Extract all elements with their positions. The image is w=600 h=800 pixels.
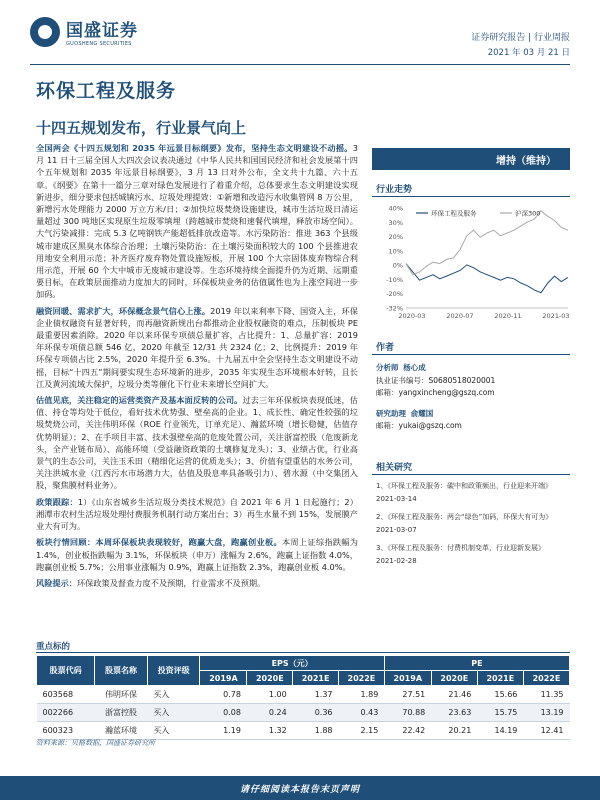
cell-name: 瀚蓝环境 <box>95 722 148 740</box>
logo-icon <box>30 17 60 47</box>
brand-logo <box>30 16 138 47</box>
x-tick-label: 2020-11 <box>494 312 522 320</box>
cell-name: 伟明环保 <box>95 686 148 704</box>
industry-title: 环保工程及服务 <box>36 80 177 102</box>
cell-eps: 1.89 <box>339 686 385 704</box>
footer-disclaimer: 请仔细阅读本报告末页声明 <box>239 785 360 795</box>
legend-label: 沪深300 <box>515 209 541 218</box>
y-tick-label: 10% <box>388 247 403 256</box>
key-stocks-divider <box>36 652 570 653</box>
y-tick-label: 0% <box>392 261 403 270</box>
cell-pe: 22.42 <box>384 722 431 740</box>
cell-pe: 70.88 <box>384 704 431 722</box>
cell-eps: 0.36 <box>293 704 339 722</box>
cell-eps: 1.19 <box>200 722 247 740</box>
related-item[interactable] <box>376 511 570 536</box>
header-year: 2019A <box>384 671 431 686</box>
cell-pe: 23.63 <box>431 704 477 722</box>
key-stocks-title: 重点标的 <box>36 642 71 652</box>
x-tick-label: 2020-03 <box>398 312 426 320</box>
y-tick-label: -10% <box>386 275 403 284</box>
cell-pe: 27.51 <box>384 686 431 704</box>
header-divider <box>30 64 570 65</box>
paragraph-financing <box>36 305 358 390</box>
y-tick-label: -20% <box>386 290 403 299</box>
paragraph-lead: 全国两会《十四五规划和 2035 年远景目标纲要》发布，坚持生态文明建设不动摇。 <box>36 143 353 153</box>
cell-code: 603568 <box>37 686 95 704</box>
cell-eps: 1.88 <box>293 722 339 740</box>
header-pe: PE <box>384 656 569 671</box>
researcher-name: 俞耀国 <box>410 408 434 418</box>
trend-title: 行业走势 <box>376 185 413 195</box>
brand-name-en: GUOSHENG SECURITIES <box>66 41 132 47</box>
page-header <box>0 0 600 70</box>
cell-pe: 21.46 <box>431 686 477 704</box>
y-tick-label: -32% <box>386 304 403 313</box>
cell-code: 002266 <box>37 704 95 722</box>
researcher-email[interactable]: 邮箱：yukai@gszq.com <box>376 421 462 430</box>
cell-pe: 13.19 <box>523 704 569 722</box>
cell-code: 600323 <box>37 722 95 740</box>
rating-badge: 增持（维持） <box>372 148 570 170</box>
related-item-title[interactable]: 3、《环保工程及服务：付费机制变革，行业迎新发展》 <box>376 544 545 552</box>
table-row <box>37 686 570 704</box>
document-type: 证券研究报告 | 行业周报 <box>471 33 570 43</box>
cell-rating: 买入 <box>147 704 200 722</box>
related-item[interactable] <box>376 542 570 567</box>
table-row <box>37 722 570 740</box>
cell-pe: 15.75 <box>477 704 523 722</box>
paragraph-body: 环保政策及督查力度不及预期，行业需求不及预期。 <box>76 577 266 588</box>
paragraph-plan <box>36 142 358 301</box>
legend-label: 环保工程及服务 <box>431 209 477 218</box>
paragraph-lead: 估值见底，关注稳定的运营类资产及基本面反转的公司。 <box>36 395 243 406</box>
cell-eps: 2.15 <box>339 722 385 740</box>
header-year: 2021E <box>477 671 523 686</box>
cell-eps: 0.78 <box>200 686 247 704</box>
header-name: 股票名称 <box>95 656 148 686</box>
related-item[interactable] <box>376 480 570 505</box>
analyst-name: 杨心成 <box>403 363 426 372</box>
paragraph-lead: 融资回暖、需求扩大，环保概念景气信心上涨。 <box>36 305 211 316</box>
analyst-email[interactable]: 邮箱：yangxincheng@gszq.com <box>376 388 495 397</box>
header-year: 2020E <box>431 671 477 686</box>
related-item-title[interactable]: 2、《环保工程及服务：两会“绿色”加码，环保大有可为》 <box>376 513 553 521</box>
related-research-list <box>376 480 570 573</box>
related-item-date: 2021-03-14 <box>376 494 417 503</box>
cell-eps: 1.00 <box>247 686 293 704</box>
y-tick-label: 20% <box>388 233 403 242</box>
trend-divider <box>372 196 570 197</box>
cell-pe: 14.19 <box>477 722 523 740</box>
y-tick-label: 30% <box>388 218 403 227</box>
analyst-role: 分析师 <box>376 363 399 372</box>
cell-pe: 15.66 <box>477 686 523 704</box>
cell-name: 浙富控股 <box>95 704 148 722</box>
cell-eps: 1.32 <box>247 722 293 740</box>
x-tick-label: 2021-03 <box>542 312 570 320</box>
cell-pe: 11.35 <box>523 686 569 704</box>
cell-eps: 0.08 <box>200 704 247 722</box>
report-headline: 十四五规划发布，行业景气向上 <box>36 119 247 137</box>
cell-eps: 1.37 <box>293 686 339 704</box>
cell-eps: 0.24 <box>247 704 293 722</box>
report-date: 2021 年 03 月 21 日 <box>487 48 570 58</box>
cell-eps: 0.43 <box>339 704 385 722</box>
paragraph-lead: 板块行情回顾：本周环保板块表现较好，跑赢大盘，跑赢创业板。 <box>36 537 282 548</box>
analyst-cert: 执业证书编号：S0680518020001 <box>376 375 496 385</box>
industry-trend-chart <box>372 200 572 322</box>
paragraph-body: 2019 年以来利率下降、国资入主，环保企业债权融资有显著好转，而再融资新规出台都推动企业股权融资的难点，压制板块 PE 最重要因素消除。2020 年以来环保专项债总量扩容，占比提升：1、总量扩容：2019 年环保专项债总额 546 亿，2020 年截至 12/31 共 2324 亿；2、比例提升：2019 年环保专项债占比 2.5%，2020 年提升至 6.3%。十九届五中全会坚持生态文明建设不动摇，目标“十四五”期间要实现生态环境新的进步，2035 年实现生态环境根本好转，且长江及黄河流域大保护，垃圾分类等催化下行业未来增长空间扩大。 <box>36 305 358 389</box>
related-section-title: 相关研究 <box>376 463 413 473</box>
related-divider <box>372 474 570 475</box>
x-tick-label: 2020-07 <box>446 312 474 320</box>
paragraph-body: 过去三年环保板块表现低迷，估值、持仓等均处于低位，看好技术优势强、壁垒高的企业。1、成长性、确定性较强的垃圾焚烧公司，关注伟明环保（ROE 行业领先，订单充足）、瀚蓝环境（增长稳健，估值存优势明显）；2、在手项目丰富、技术强壁垒高的危废处置公司，关注浙富控股（危废新龙头，全产业链布局）、高能环境（受益融资政策的土壤修复龙头）；3、业绩占优，行业高景气的生态公司，关注玉禾田（精细化运营的优质龙头）；3、价值有望重估的水务公司，关注洪城水业（江西污水市场潜力大，估值及股息率具备吸引力）、碧水源（中交集团入股，聚焦膜材料业务）。 <box>36 395 358 491</box>
cell-pe: 12.41 <box>523 722 569 740</box>
paragraph-valuation <box>36 394 358 492</box>
paragraph-body: 本周上证综指跌幅为 1.4%，创业板指跌幅为 3.1%，环保板块（申万）涨幅为 2.6%，跑赢上证指数 4.0%，跑赢创业板 5.7%；公用事业涨幅为 0.9%，跑赢上证指数 2.3%，跑赢创业板 4.0%。 <box>36 537 358 572</box>
cell-rating: 买入 <box>147 722 200 740</box>
series-line-industry <box>406 264 568 293</box>
header-eps: EPS（元） <box>200 656 384 671</box>
header-year: 2022E <box>339 671 385 686</box>
paragraph-lead: 政策跟踪： <box>36 496 78 507</box>
header-year: 2022E <box>523 671 569 686</box>
key-stocks-table <box>36 655 570 740</box>
header-rating: 投资评级 <box>147 656 200 686</box>
brand-name-cn: 国盛证券 <box>66 21 138 41</box>
researcher-role: 研究助理 <box>376 408 406 418</box>
table-source: 资料来源：贝格数据，国盛证券研究所 <box>36 739 155 747</box>
related-item-date: 2021-02-28 <box>376 556 417 565</box>
paragraph-lead: 风险提示： <box>36 577 77 588</box>
paragraph-policy <box>36 496 358 533</box>
author-divider <box>372 354 570 355</box>
author-section-title: 作者 <box>376 343 395 353</box>
paragraph-risk <box>36 577 358 589</box>
cell-rating: 买入 <box>147 686 200 704</box>
main-body <box>36 142 358 593</box>
paragraph-body: 1）《山东省城乡生活垃圾分类技术规范》自 2021 年 6 月 1 日起施行；2）湘潭市农村生活垃圾处理付费服务机制行动方案出台；3）再生水量不到 15%，发展膜产业大有可为。 <box>36 496 358 532</box>
paragraph-market-review <box>36 536 358 573</box>
series-line-benchmark <box>406 211 568 275</box>
cell-pe: 20.21 <box>431 722 477 740</box>
author-block <box>376 362 570 433</box>
header-year: 2021E <box>293 671 339 686</box>
related-item-date: 2021-03-07 <box>376 525 417 534</box>
header-year: 2019A <box>200 671 247 686</box>
paragraph-body: 3 月 11 日十三届全国人大四次会议表决通过《中华人民共和国国民经济和社会发展第十四个五年规划和 2035 年远景目标纲要》，3 月 13 日对外公布，全文共十九篇、六十五章。《纲要》在第十一篇分三章对绿色发展进行了着重介绍，总体要求生态文明建设实现新进步，细分要求包括城镇污水、垃圾处理提效：①新增和改造污水收集管网 8 万公里，新增污水处理能力 2000 万立方米/日；②加快垃圾焚烧设施建设，城市生活垃圾日清运量超过 300 吨地区实现原生垃圾零填埋（跨越城市焚烧和速餐代填埋，释放市场空间）。大气污染减排：完成 5.3 亿吨钢铁产能超低排放改造等。水污染防治：推进 363 个县级城市建成区黑臭水体综合治理；土壤污染防治：在土壤污染面积较大的 100 个县推进农用地安全利用示范；补齐医疗废弃物处置设施短板，开展 100 个大宗固体废弃物综合利用示范，开展 60 个大中城市无废城市建设等。生态环境持续全面提升仍为近期、远期重要目标，在政策层面推动力度加大的同时，环保板块业务的估值属性也为上涨空间进一步加码。 <box>36 143 358 300</box>
y-tick-label: 40% <box>388 204 403 213</box>
related-item-title[interactable]: 1、《环保工程及服务：碳中和政策频出，行业迎来开端》 <box>376 482 552 490</box>
table-row <box>37 704 570 722</box>
header-year: 2020E <box>247 671 293 686</box>
header-code: 股票代码 <box>37 656 95 686</box>
